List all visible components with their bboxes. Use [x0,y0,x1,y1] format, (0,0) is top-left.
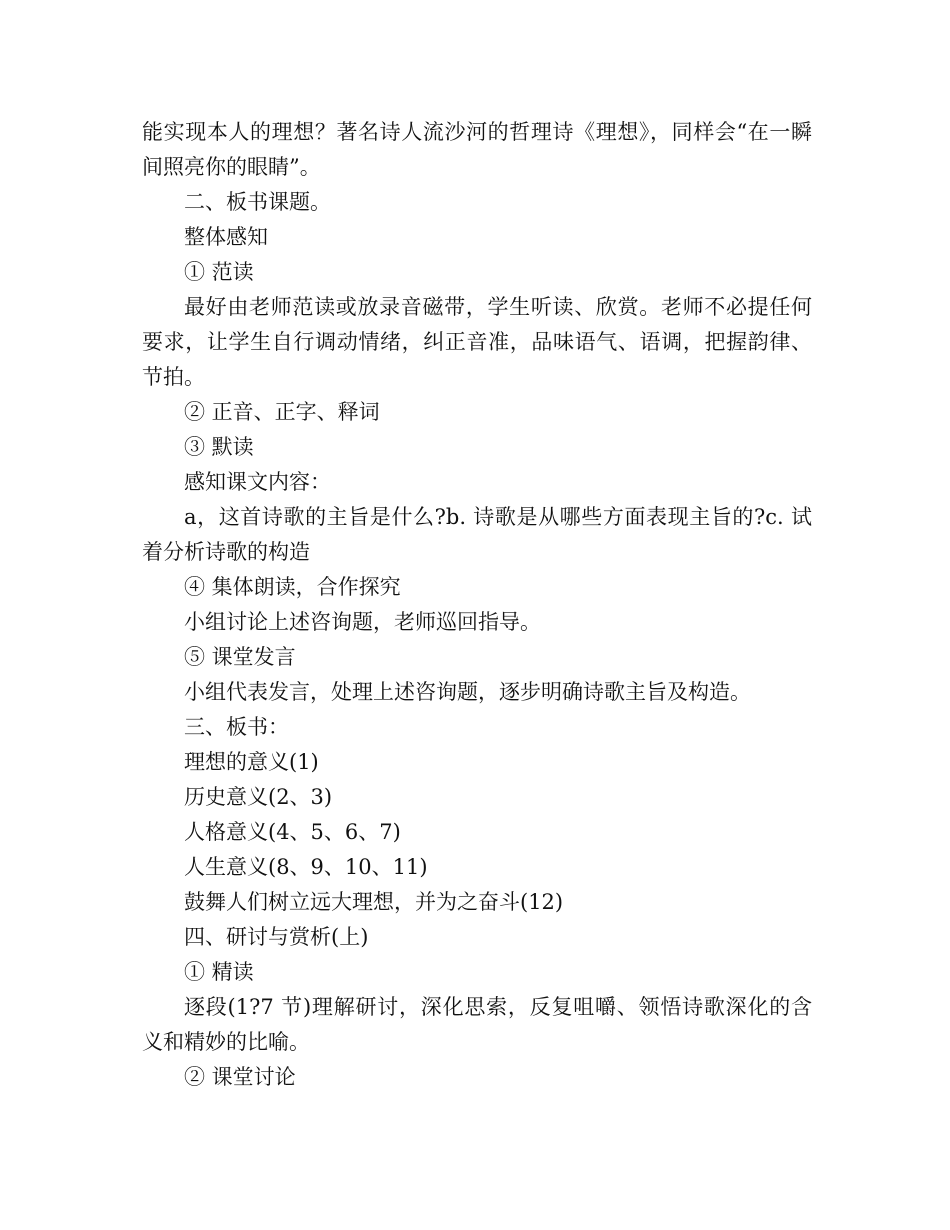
step-close-reading-heading: ① 精读 [184,960,254,984]
step-3-questions: a，这首诗歌的主旨是什么?b. 诗歌是从哪些方面表现主旨的?c. 试着分析诗歌的构造 [142,505,812,564]
board-line-1: 理想的意义(1) [184,750,319,774]
step-1-body: 最好由老师范读或放录音磁带，学生听读、欣赏。老师不必提任何要求，让学生自行调动情绪，纠正音准，品味语气、语调，把握韵律、节拍。 [142,295,812,389]
document-page [142,115,812,1095]
board-line-3: 人格意义(4、5、6、7) [184,820,401,844]
step-2-heading: ② 正音、正字、释词 [184,400,380,424]
board-line-5: 鼓舞人们树立远大理想，并为之奋斗(12) [184,890,564,914]
paragraph-1: 能实现本人的理想？著名诗人流沙河的哲理诗《理想》，同样会“在一瞬间照亮你的眼睛”。 [142,120,812,179]
step-1-heading: ① 范读 [184,260,254,284]
step-4-body: 小组讨论上述咨询题，老师巡回指导。 [184,610,541,634]
section-heading-4: 四、研讨与赏析(上) [184,925,369,949]
step-close-reading-body: 逐段(1?7 节)理解研讨，深化思索，反复咀嚼、领悟诗歌深化的含义和精妙的比喻。 [142,995,812,1054]
step-4-heading: ④ 集体朗读，合作探究 [184,575,401,599]
board-line-2: 历史意义(2、3) [184,785,333,809]
board-line-4: 人生意义(8、9、10、11) [184,855,428,879]
step-3-label: 感知课文内容： [184,470,331,494]
step-5-heading: ⑤ 课堂发言 [184,645,296,669]
step-3-heading: ③ 默读 [184,435,254,459]
step-5-body: 小组代表发言，处理上述咨询题，逐步明确诗歌主旨及构造。 [184,680,751,704]
section-heading-3: 三、板书： [184,715,289,739]
section-heading-2: 二、板书课题。 [184,190,331,214]
subheading-overall: 整体感知 [184,225,268,249]
step-discussion-heading: ② 课堂讨论 [184,1065,296,1089]
